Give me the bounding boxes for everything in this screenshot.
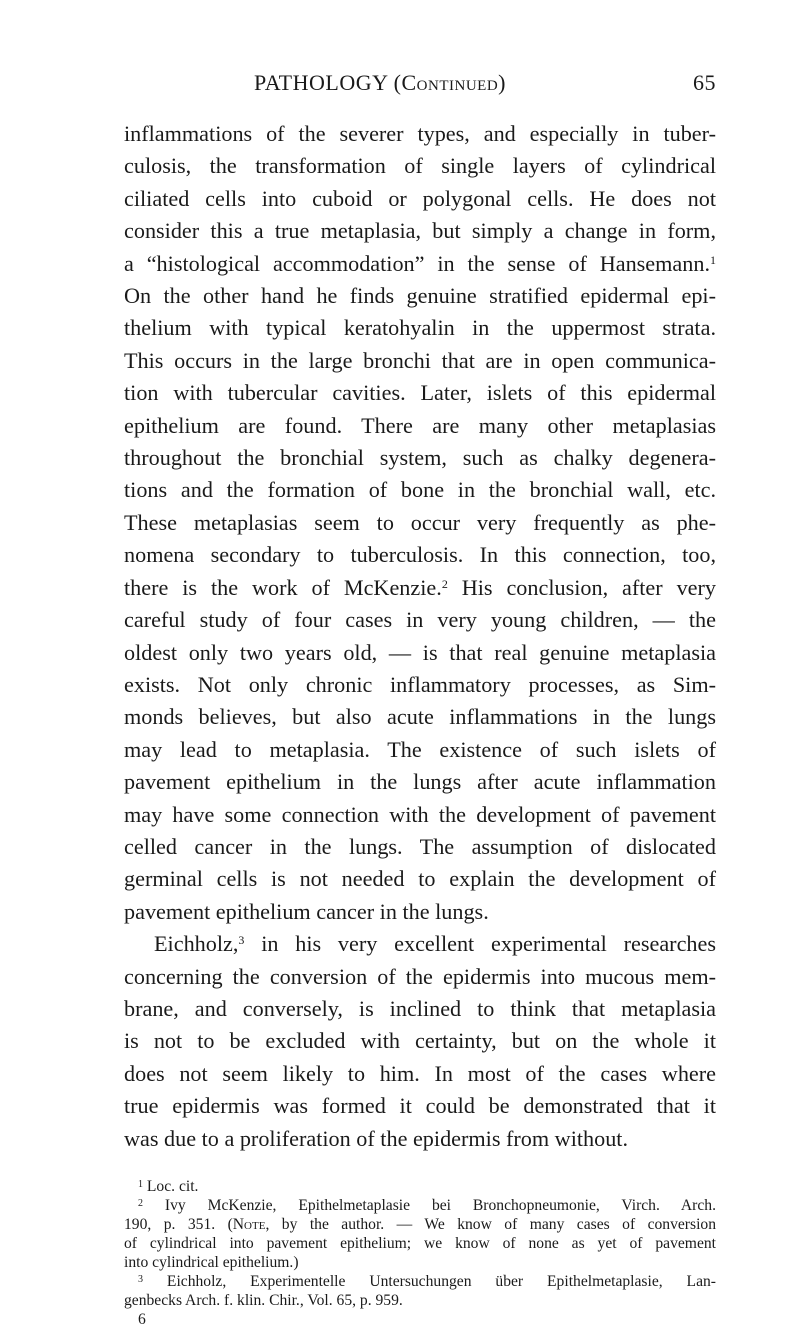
text-line: tion with tubercular cavities. Later, islets of this epidermal [124,380,716,406]
text-line: nomena secondary to tuberculosis. In this connection, too, [124,542,716,568]
text-line: consider this a true metaplasia, but simply a change in form, [124,218,716,244]
footnote-mark: 3 [138,1274,143,1285]
footnote-3-line: genbecks Arch. f. klin. Chir., Vol. 65, p. 959. [124,1292,403,1309]
signature-mark: 6 [138,1311,146,1328]
text-line: does not seem likely to him. In most of the cases where [124,1060,716,1086]
text-line: celled cancer in the lungs. The assumption of dislocated [124,833,716,859]
text-line: careful study of four cases in very young children, — the [124,607,716,633]
footnote-text: Eichholz, Experimentelle Untersuchungen über Epithelmetaplasie, Lan- [166,1273,716,1290]
footnote-text: Ivy McKenzie, Epithelmetaplasie bei Bronchopneumonie, Virch. Arch. [164,1197,716,1214]
footnote-2-line [124,1215,716,1234]
text-line-part: a “histological accommodation” in the sense of Hansemann. [124,250,710,276]
footnote-2 [124,1196,716,1215]
footnote-text: Loc. cit. [146,1178,199,1195]
text-line: throughout the bronchial system, such as chalky degenera- [124,445,716,471]
text-line: exists. Not only chronic inflammatory processes, as Sim- [124,671,716,697]
footnote-mark: 1 [138,1179,143,1190]
text-line: This occurs in the large bronchi that are in open communica- [124,347,716,373]
text-line: On the other hand he finds genuine stratified epidermal epi- [124,283,716,309]
text-line: may lead to metaplasia. The existence of such islets of [124,736,716,762]
text-line: is not to be excluded with certainty, but on the whole it [124,1028,716,1054]
text-line: thelium with typical keratohyalin in the uppermost strata. [124,315,716,341]
text-line: was due to a proliferation of the epidermis from without. [124,1125,629,1151]
page-number: 65 [693,70,716,95]
text-line: monds believes, but also acute inflammations in the lungs [124,704,716,730]
text-line [124,572,716,604]
text-line: These metaplasias seem to occur very frequently as phe- [124,509,716,535]
text-line: epithelium are found. There are many other metaplasias [124,412,716,438]
text-line [124,928,716,960]
footnote-3 [124,1272,716,1291]
text-line-part: in his very excellent experimental researches [244,931,716,957]
footnote-ref-2: 2 [441,576,448,591]
running-title [254,70,506,96]
running-title-close: ) [498,70,506,95]
text-line: pavement epithelium cancer in the lungs. [124,898,489,924]
text-line: pavement epithelium in the lungs after acute inflammation [124,769,716,795]
footnote-ref-1: 1 [710,252,716,267]
running-title-continued: Continued [401,70,499,95]
text-line [124,248,716,280]
footnote-text: 190, p. 351. ( [124,1216,233,1233]
footnote-mark: 2 [138,1198,143,1209]
text-line-part: there is the work of McKenzie. [124,574,442,600]
text-line: concerning the conversion of the epidermis into mucous mem- [124,963,716,989]
running-title-main: PATHOLOGY ( [254,70,402,95]
text-line: oldest only two years old, — is that real genuine metaplasia [124,639,716,665]
footnote-ref-3: 3 [238,933,245,948]
text-line: true epidermis was formed it could be demonstrated that it [124,1093,716,1119]
text-line: tions and the formation of bone in the bronchial wall, etc. [124,477,716,503]
footnote-1 [124,1177,716,1196]
text-line-part: His conclusion, after very [447,574,716,600]
footnote-2-line: into cylindrical epithelium.) [124,1254,299,1271]
text-line: germinal cells is not needed to explain the development of [124,866,716,892]
body-text [124,118,716,1155]
text-line: ciliated cells into cuboid or polygonal cells. He does not [124,185,716,211]
text-line-part: Eichholz, [154,931,239,957]
text-line: culosis, the transformation of single layers of cylindrical [124,153,716,179]
running-head [124,70,716,104]
text-line: inflammations of the severer types, and especially in tuber- [124,121,716,146]
book-page [124,70,716,1329]
text-line: brane, and conversely, is inclined to think that metaplasia [124,995,716,1021]
footnote-2-line: of cylindrical into pavement epithelium; we know of none as yet of pavement [124,1235,716,1252]
footnote-note-label: Note [232,1216,266,1233]
text-line: may have some connection with the development of pavement [124,801,716,827]
footnote-text: , by the author. — We know of many cases of conversion [265,1216,716,1233]
footnotes [124,1177,716,1329]
